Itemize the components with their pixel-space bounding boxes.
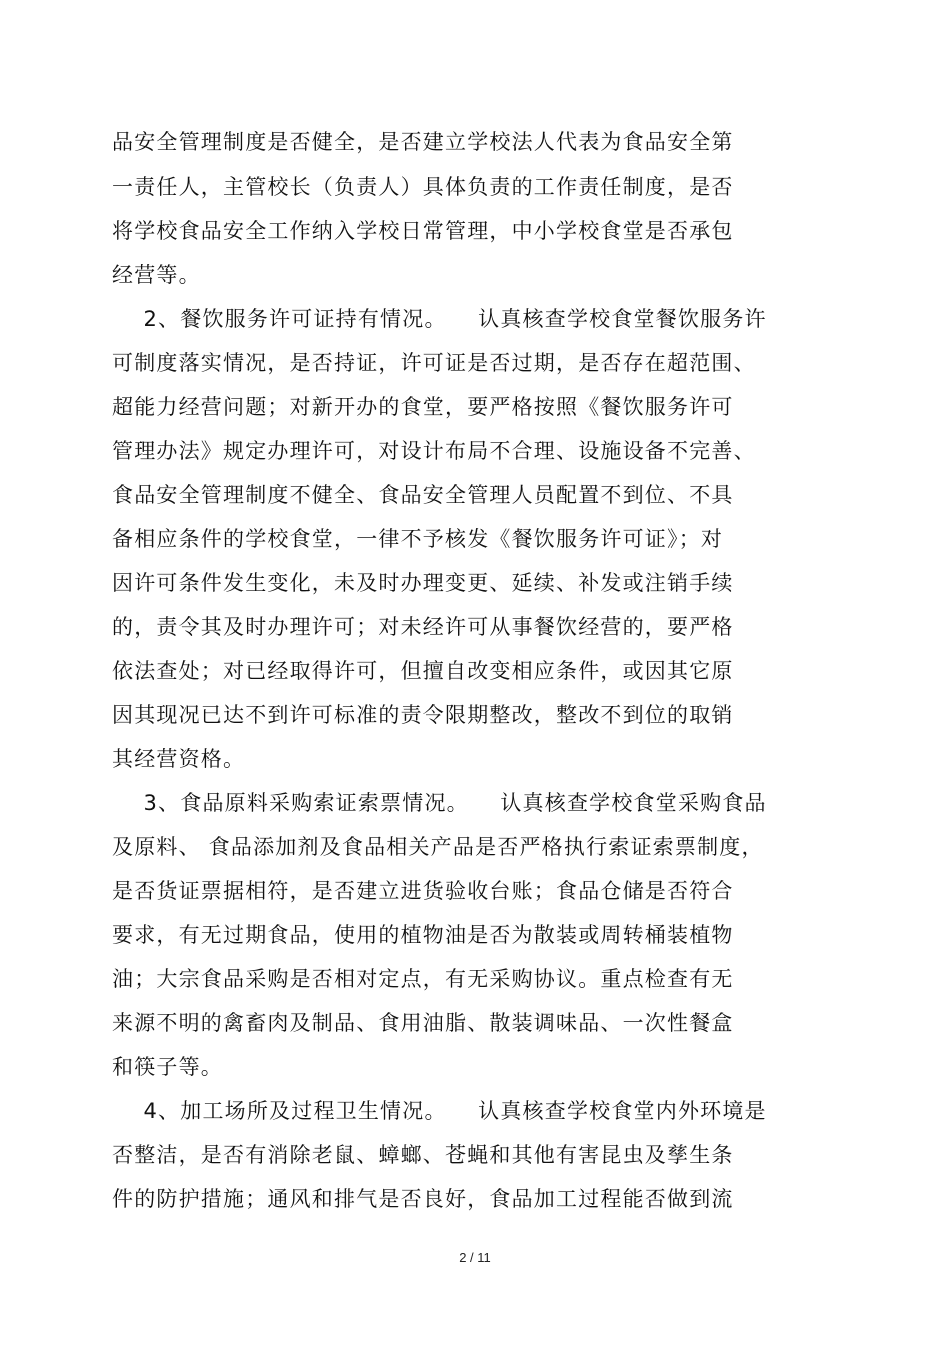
- text-line: 要求，有无过期食品，使用的植物油是否为散装或周转桶装植物: [112, 923, 734, 947]
- text-line: 将学校食品安全工作纳入学校日常管理，中小学校食堂是否承包: [112, 219, 734, 243]
- text-line: 3、食品原料采购索证索票情况。 认真核查学校食堂采购食品: [112, 791, 767, 815]
- text-line: 因许可条件发生变化，未及时办理变更、延续、补发或注销手续: [112, 571, 734, 595]
- text-line: 的，责令其及时办理许可；对未经许可从事餐饮经营的，要严格: [112, 615, 734, 639]
- text-line: 管理办法》规定办理许可，对设计布局不合理、设施设备不完善、: [112, 439, 756, 463]
- text-line: 备相应条件的学校食堂，一律不予核发《餐饮服务许可证》；对: [112, 527, 724, 551]
- text-line: 超能力经营问题；对新开办的食堂，要严格按照《餐饮服务许可: [112, 395, 734, 419]
- page-number: 2 / 11: [459, 1250, 491, 1265]
- text-line: 件的防护措施；通风和排气是否良好，食品加工过程能否做到流: [112, 1187, 734, 1211]
- text-line: 一责任人，主管校长（负责人）具体负责的工作责任制度，是否: [112, 175, 734, 199]
- text-line: 依法查处；对已经取得许可，但擅自改变相应条件，或因其它原: [112, 659, 734, 683]
- text-line: 否整洁，是否有消除老鼠、蟑螂、苍蝇和其他有害昆虫及孳生条: [112, 1143, 734, 1167]
- text-line: 经营等。: [112, 263, 201, 287]
- text-line: 是否货证票据相符，是否建立进货验收台账；食品仓储是否符合: [112, 879, 734, 903]
- text-line: 4、加工场所及过程卫生情况。 认真核查学校食堂内外环境是: [112, 1099, 767, 1123]
- text-line: 2、餐饮服务许可证持有情况。 认真核查学校食堂餐饮服务许: [112, 307, 767, 331]
- text-line: 及原料、 食品添加剂及食品相关产品是否严格执行索证索票制度，: [112, 835, 764, 859]
- text-line: 食品安全管理制度不健全、食品安全管理人员配置不到位、不具: [112, 483, 734, 507]
- text-line: 其经营资格。: [112, 747, 246, 771]
- text-line: 品安全管理制度是否健全，是否建立学校法人代表为食品安全第: [112, 130, 734, 154]
- text-line: 可制度落实情况，是否持证，许可证是否过期，是否存在超范围、: [112, 351, 756, 375]
- text-line: 和筷子等。: [112, 1055, 223, 1079]
- text-line: 来源不明的禽畜肉及制品、食用油脂、散装调味品、一次性餐盒: [112, 1011, 734, 1035]
- text-line: 油；大宗食品采购是否相对定点，有无采购协议。重点检查有无: [112, 967, 734, 991]
- text-line: 因其现况已达不到许可标准的责令限期整改，整改不到位的取销: [112, 703, 734, 727]
